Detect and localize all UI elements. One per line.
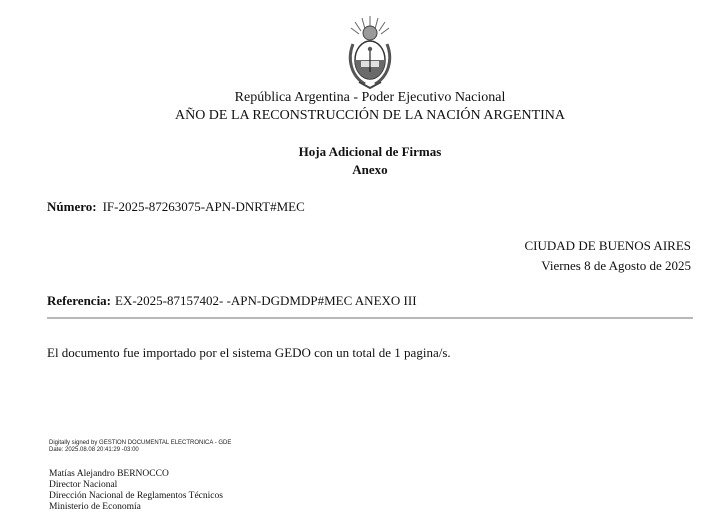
signer-ministry: Ministerio de Economía <box>49 502 141 512</box>
digital-signature-stamp <box>49 440 231 454</box>
document-number-label: Número: <box>47 199 97 214</box>
digital-signature-date: Date: 2025.08.08 20:41:29 -03:00 <box>49 447 139 453</box>
reference-label: Referencia: <box>47 293 112 308</box>
signer-block <box>49 469 223 513</box>
divider <box>47 317 693 319</box>
document-subtype-title: Anexo <box>352 162 388 177</box>
signer-title: Director Nacional <box>49 480 118 490</box>
document-number <box>47 199 305 215</box>
location-city: CIUDAD DE BUENOS AIRES <box>524 238 691 253</box>
header-government-name: República Argentina - Poder Ejecutivo Nacional <box>234 90 506 105</box>
document-date: Viernes 8 de Agosto de 2025 <box>541 258 691 273</box>
signer-office: Dirección Nacional de Reglamentos Técnicos <box>49 491 223 501</box>
reference-value: EX-2025-87157402- -APN-DGDMDP#MEC ANEXO III <box>115 293 417 308</box>
document-type-title: Hoja Adicional de Firmas <box>298 144 442 159</box>
header-year-motto: AÑO DE LA RECONSTRUCCIÓN DE LA NACIÓN ARGENTINA <box>174 108 566 123</box>
document-number-value: IF-2025-87263075-APN-DNRT#MEC <box>102 199 305 214</box>
coat-of-arms-icon <box>345 14 395 90</box>
digital-signature-signed-by: Digitally signed by GESTION DOCUMENTAL ELECTRONICA - GDE <box>49 440 232 446</box>
document-reference <box>47 293 417 309</box>
signer-name: Matías Alejandro BERNOCCO <box>49 469 169 479</box>
body-text: El documento fue importado por el sistema GEDO con un total de 1 pagina/s. <box>47 345 451 360</box>
